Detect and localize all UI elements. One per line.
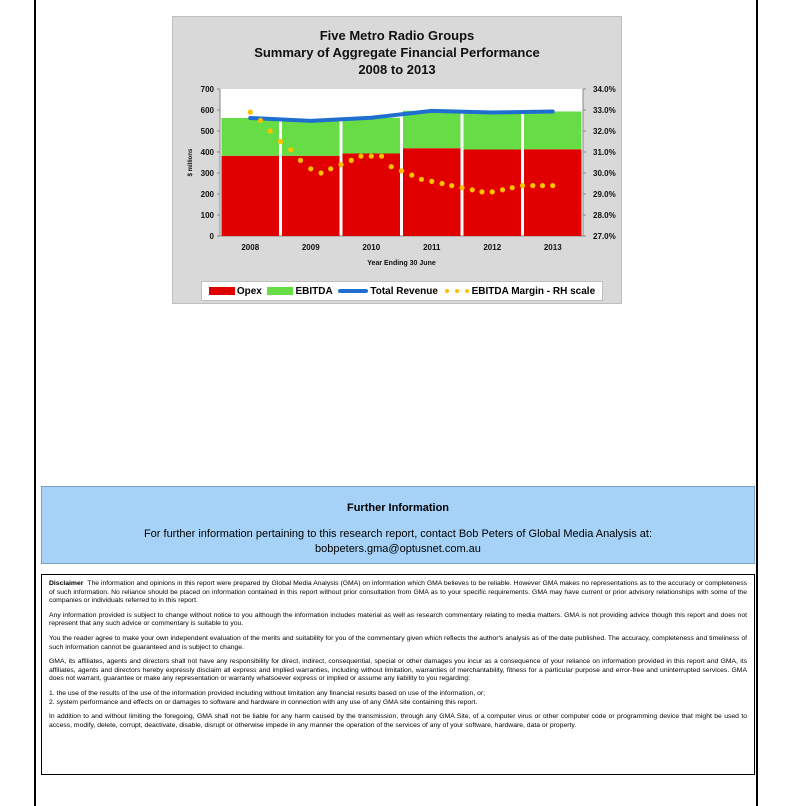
bar-ebitda (464, 113, 522, 150)
legend-ebitda-label: EBITDA (295, 285, 333, 297)
bar-opex (524, 149, 582, 236)
contact-email: bobpeters.gma@optusnet.com.au (315, 543, 481, 555)
y-tick-label: 200 (200, 190, 214, 199)
legend-opex-swatch (209, 287, 235, 295)
point-ebitda-margin (258, 118, 263, 123)
point-ebitda-margin (288, 147, 293, 152)
disclaimer-paragraph-5: In addition to and without limiting the foregoing, GMA shall not be liable for any harm caused by the transmission, through any GMA Site, of a computer virus or other computer code or programming device that might be used to access, modify, delete, corrupt, deactivate, disable, disrupt or otherwise impede in any manner the operation of the services of any of your software, hardware, data or property. (49, 713, 747, 729)
point-ebitda-margin (248, 110, 253, 115)
legend-opex-label: Opex (236, 285, 262, 297)
y2-tick-label: 31.0% (593, 148, 616, 157)
x-tick-label: 2008 (241, 243, 260, 252)
point-ebitda-margin (328, 166, 333, 171)
legend-margin-label: EBITDA Margin - RH scale (471, 285, 596, 297)
legend-revenue-label: Total Revenue (370, 285, 438, 297)
disclaimer-list-item-2: 2. system performance and effects on or damages to software and hardware in connection with any use of any GMA site containing this report. (49, 698, 478, 706)
point-ebitda-margin (278, 139, 283, 144)
legend-revenue-swatch (338, 289, 368, 293)
point-ebitda-margin (490, 189, 495, 194)
x-tick-label: 2009 (301, 243, 320, 252)
point-ebitda-margin (530, 183, 535, 188)
point-ebitda-margin (358, 154, 363, 159)
disclaimer-label: Disclaimer (49, 580, 84, 587)
x-tick-label: 2010 (362, 243, 381, 252)
x-tick-label: 2011 (423, 243, 441, 252)
point-ebitda-margin (308, 166, 313, 171)
point-ebitda-margin (540, 183, 545, 188)
point-ebitda-margin (409, 173, 414, 178)
further-information-box (41, 486, 755, 564)
bar-opex (403, 148, 461, 236)
contact-sentence: For further information pertaining to this research report, contact Bob Peters of Global Media Analysis at: (143, 528, 653, 540)
legend-revenue (338, 286, 438, 297)
y-tick-label: 600 (200, 106, 214, 115)
further-information-text (42, 527, 754, 557)
y-tick-label: 300 (200, 169, 214, 178)
point-ebitda-margin (268, 128, 273, 133)
chart-title: Five Metro Radio Groups (319, 28, 475, 43)
point-ebitda-margin (439, 181, 444, 186)
point-ebitda-margin (470, 187, 475, 192)
y-tick-label: 500 (200, 127, 214, 136)
point-ebitda-margin (550, 183, 555, 188)
bar-ebitda (403, 111, 461, 148)
point-ebitda-margin (459, 185, 464, 190)
disclaimer-paragraph-2: Any information provided is subject to change without notice to you although the information includes material as well as research commentary relating to media matters. GMA is not providing advice though this report and does not represent that any such advice or commentary is suitable to you. (49, 611, 747, 628)
y2-tick-label: 32.0% (593, 127, 616, 136)
point-ebitda-margin (520, 183, 525, 188)
further-information-title: Further Information (346, 502, 450, 514)
point-ebitda-margin (419, 177, 424, 182)
point-ebitda-margin (479, 189, 484, 194)
y2-tick-label: 28.0% (593, 211, 616, 220)
point-ebitda-margin (500, 187, 505, 192)
chart-subtitle: Summary of Aggregate Financial Performance (254, 45, 540, 60)
legend-margin (444, 286, 596, 297)
point-ebitda-margin (510, 185, 515, 190)
y-axis-label: $ millions (188, 148, 194, 177)
legend-ebitda (267, 286, 332, 297)
disclaimer-list (49, 690, 747, 707)
bar-ebitda (222, 118, 280, 156)
point-ebitda-margin (338, 162, 343, 167)
y-tick-label: 400 (200, 148, 214, 157)
x-tick-label: 2012 (483, 243, 502, 252)
bar-ebitda (343, 118, 401, 154)
bar-opex (222, 156, 280, 236)
point-ebitda-margin (449, 183, 454, 188)
disclaimer-box (41, 574, 755, 775)
point-ebitda-margin (389, 164, 394, 169)
legend-ebitda-swatch (267, 287, 293, 295)
disclaimer-paragraph-1 (49, 580, 747, 606)
x-tick-label: 2013 (543, 243, 562, 252)
disclaimer-paragraph-4: GMA, its affiliates, agents and directors shall not have any responsibility for direct, indirect, consequential, special or other damages you incur as a consequence of your reliance on information provided in this report and GMA, its affiliates, agents and directors hereby expressly disclaim all express and implied warranties, including without limitation, warranties of merchantability, fitness for a particular purpose and error-free and uninterrupted services. GMA does not warrant, guarantee or make any representation or warranty whatsoever express or implied or assume any liability to you regarding: (49, 658, 747, 683)
y2-tick-label: 27.0% (593, 232, 616, 241)
point-ebitda-margin (349, 158, 354, 163)
bar-ebitda (524, 111, 582, 149)
legend-margin-swatch (444, 287, 470, 295)
disclaimer-list-item-1: 1. the use of the results of the use of the information provided including without limitation any financial results based on use of the information, or; (49, 689, 486, 697)
y-tick-label: 100 (200, 211, 214, 220)
point-ebitda-margin (379, 154, 384, 159)
point-ebitda-margin (399, 168, 404, 173)
y2-tick-label: 29.0% (593, 190, 616, 199)
y2-tick-label: 34.0% (593, 85, 616, 94)
point-ebitda-margin (298, 158, 303, 163)
financial-chart (172, 16, 622, 304)
y2-tick-label: 33.0% (593, 106, 616, 115)
disclaimer-p1-text: The information and opinions in this report were prepared by Global Media Analysis (GMA) on information which GMA believes to be reliable. However GMA makes no representations as to the accuracy or completeness of such information. No reliance should be placed on information contained in this report without prior consultation from GMA as to your specific requirements. GMA may have current or prior advisory relationships with some of the companies or individuals referred to in this report. (49, 580, 747, 605)
chart-plot (173, 17, 623, 277)
point-ebitda-margin (318, 170, 323, 175)
y-tick-label: 700 (200, 85, 214, 94)
point-ebitda-margin (369, 154, 374, 159)
point-ebitda-margin (429, 179, 434, 184)
chart-subtitle-years: 2008 to 2013 (358, 62, 436, 77)
legend-opex (209, 286, 262, 297)
disclaimer-paragraph-3: You the reader agree to make your own independent evaluation of the merits and suitability for you of the commentary given which reflects the author's analysis as of the date published. The accuracy, completeness and timeliness of such information cannot be guaranteed and is subject to change. (49, 634, 747, 651)
y2-tick-label: 30.0% (593, 169, 616, 178)
chart-legend (201, 281, 603, 301)
x-axis-label: Year Ending 30 June (367, 260, 436, 267)
y-tick-label: 0 (209, 232, 214, 241)
